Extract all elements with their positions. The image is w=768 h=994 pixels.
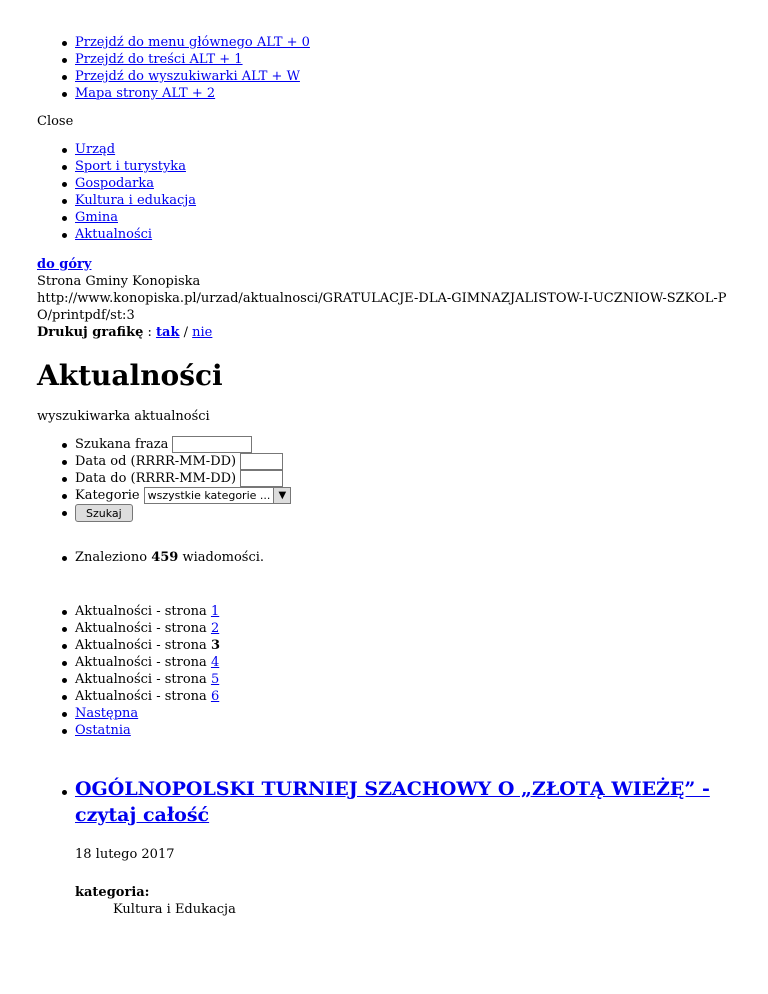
menu-link-gospodarka[interactable]: Gospodarka [75, 176, 154, 191]
menu-link-kultura[interactable]: Kultura i edukacja [75, 193, 197, 208]
date-from-input[interactable] [240, 453, 283, 470]
page-item [37, 620, 220, 637]
page-prefix: Aktualności - strona [75, 689, 207, 704]
page-current: 3 [210, 638, 220, 653]
print-slash: / [183, 325, 188, 340]
menu-link-urzad[interactable]: Urząd [75, 142, 116, 157]
menu-item [37, 141, 196, 158]
menu-item [37, 226, 196, 243]
close-button[interactable]: Close [37, 114, 74, 129]
page-title: Aktualności [37, 359, 223, 392]
print-no-link[interactable]: nie [192, 325, 213, 340]
phrase-label: Szukana fraza [75, 437, 169, 452]
page-prefix: Aktualności - strona [75, 655, 207, 670]
skip-links [37, 34, 310, 102]
menu-link-gmina[interactable]: Gmina [75, 210, 118, 225]
news-list [37, 776, 737, 918]
results-prefix: Znaleziono [75, 550, 148, 565]
skip-link-item [37, 68, 310, 85]
category-label: Kategorie [75, 488, 140, 503]
print-meta [37, 256, 737, 341]
news-category-value: Kultura i Edukacja [113, 902, 236, 917]
page-item [37, 705, 220, 722]
search-caption: wyszukiwarka aktualności [37, 409, 210, 424]
sitemap-link[interactable]: Mapa strony ALT + 2 [75, 86, 216, 101]
search-row [37, 436, 291, 453]
skip-to-menu-link[interactable]: Przejdź do menu głównego ALT + 0 [75, 35, 310, 50]
date-to-input[interactable] [240, 470, 283, 487]
search-submit-button[interactable]: Szukaj [75, 504, 133, 522]
page-url: http://www.konopiska.pl/urzad/aktualnosci/GRATULACJE-DLA-GIMNAZJALISTOW-I-UCZNIOW-SZKOL-PO/printpdf/st:3 [37, 291, 727, 323]
news-search-form [37, 436, 291, 525]
page-link-1[interactable]: 1 [210, 604, 220, 619]
page-link-4[interactable]: 4 [210, 655, 220, 670]
date-to-label: Data do (RRRR-MM-DD) [75, 471, 237, 486]
search-row [37, 470, 291, 487]
news-item [37, 776, 737, 918]
results-number: 459 [151, 550, 179, 565]
menu-item [37, 158, 196, 175]
news-date: 18 lutego 2017 [75, 847, 175, 862]
page-prefix: Aktualności - strona [75, 621, 207, 636]
results-count [37, 549, 264, 566]
date-from-label: Data od (RRRR-MM-DD) [75, 454, 237, 469]
skip-link-item [37, 85, 310, 102]
menu-link-aktualnosci[interactable]: Aktualności [75, 227, 153, 242]
page-prefix: Aktualności - strona [75, 604, 207, 619]
page-item [37, 688, 220, 705]
page-link-6[interactable]: 6 [210, 689, 220, 704]
skip-link-item [37, 51, 310, 68]
results-suffix: wiadomości. [182, 550, 265, 565]
page-item [37, 637, 220, 654]
print-yes-link[interactable]: tak [156, 325, 180, 340]
menu-item [37, 175, 196, 192]
page-item [37, 722, 220, 739]
search-row [37, 487, 291, 504]
page-prefix: Aktualności - strona [75, 672, 207, 687]
menu-item [37, 209, 196, 226]
back-to-top-link[interactable]: do góry [37, 257, 92, 272]
page-item [37, 603, 220, 620]
print-graphics-row [37, 324, 737, 341]
next-page-link[interactable]: Następna [75, 706, 139, 721]
site-name: Strona Gminy Konopiska [37, 274, 201, 289]
print-separator: : [147, 325, 152, 340]
last-page-link[interactable]: Ostatnia [75, 723, 131, 738]
news-title-link[interactable]: OGÓLNOPOLSKI TURNIEJ SZACHOWY O „ZŁOTĄ WIEŻĘ” - czytaj całość [75, 778, 710, 826]
menu-item [37, 192, 196, 209]
news-category-label: kategoria: [75, 885, 150, 900]
skip-to-content-link[interactable]: Przejdź do treści ALT + 1 [75, 52, 243, 67]
page-link-5[interactable]: 5 [210, 672, 220, 687]
skip-link-item [37, 34, 310, 51]
menu-link-sport[interactable]: Sport i turystyka [75, 159, 186, 174]
results-summary [37, 549, 264, 566]
dropdown-arrow-icon: ▼ [273, 488, 290, 503]
main-menu [37, 141, 196, 243]
page-item [37, 671, 220, 688]
skip-to-search-link[interactable]: Przejdź do wyszukiwarki ALT + W [75, 69, 300, 84]
phrase-input[interactable] [172, 436, 252, 453]
page-item [37, 654, 220, 671]
category-select[interactable] [144, 487, 292, 504]
page-prefix: Aktualności - strona [75, 638, 207, 653]
pagination [37, 603, 220, 739]
print-graphics-label: Drukuj grafikę [37, 325, 144, 340]
search-row [37, 504, 291, 525]
category-selected: wszystkie kategorie ... [147, 489, 271, 502]
page-link-2[interactable]: 2 [210, 621, 220, 636]
search-row [37, 453, 291, 470]
